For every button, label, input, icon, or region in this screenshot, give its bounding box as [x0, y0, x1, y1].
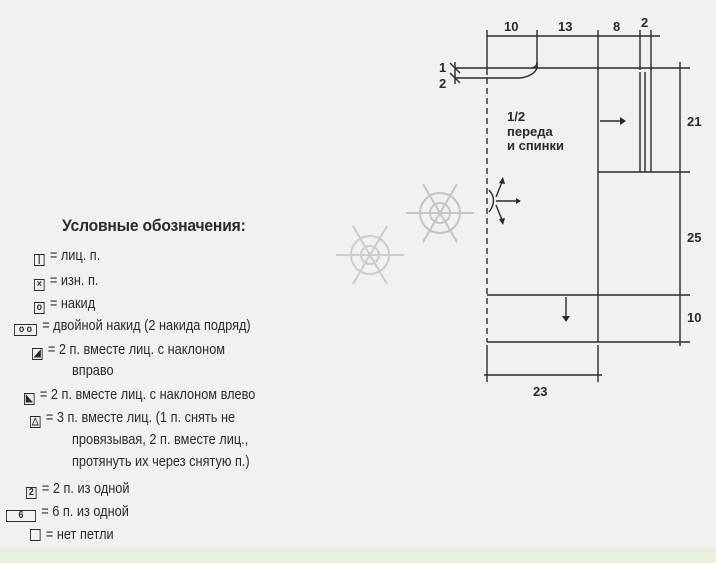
dim-right-2: 25 [687, 230, 702, 245]
knit-stitch-icon: | [34, 254, 45, 266]
piece-label-line1: 1/2 [507, 109, 526, 124]
mark-left-1: 1 [439, 60, 447, 75]
snowflake-icon [336, 226, 404, 284]
neckline [455, 62, 537, 68]
piece-label-line3: и спинки [507, 138, 565, 153]
dim-top-3: 8 [613, 19, 621, 34]
legend-item: △ = 3 п. вместе лиц. (1 п. снять не [31, 410, 236, 427]
dim-top-1: 10 [504, 19, 519, 34]
legend-item-continuation: вправо [72, 363, 114, 379]
piece-label-line2: переда [507, 124, 553, 139]
legend-item: × = изн. п. [34, 271, 98, 291]
legend-item: o o = двойной накид (2 накида подряд) [14, 316, 251, 336]
k3tog-icon: △ [31, 416, 39, 427]
double-yarn-over-icon: o o [14, 324, 37, 336]
k2tog-right-icon: ◢ [33, 348, 41, 359]
legend-item: | = лиц. п. [34, 246, 100, 266]
mark-left-2: 2 [439, 76, 447, 91]
legend-item: o = накид [34, 294, 95, 314]
dim-right-1: 21 [687, 114, 702, 129]
legend-item: 2 = 2 п. из одной [26, 479, 130, 499]
dim-right-3: 10 [687, 310, 702, 325]
legend-item-continuation: провязывая, 2 п. вместе лиц., [72, 432, 249, 448]
legend-item: = нет петли [30, 525, 114, 545]
purl-stitch-icon: × [34, 279, 45, 291]
k2tog-left-icon: ◣ [25, 393, 33, 404]
increase-2-icon: 2 [26, 487, 37, 499]
no-stitch-icon [30, 529, 41, 541]
legend-item: 6 = 6 п. из одной [6, 502, 129, 522]
legend-item: ◣ = 2 п. вместе лиц. с наклоном влево [25, 387, 256, 404]
dim-bottom: 23 [533, 384, 548, 399]
dim-top-4: 2 [641, 15, 649, 30]
dim-top-2: 13 [558, 19, 573, 34]
arrow-icon [489, 190, 494, 212]
increase-6-icon: 6 [6, 510, 36, 522]
legend-item: ◢ = 2 п. вместе лиц. с наклоном [33, 342, 226, 359]
legend-title: Условные обозначения: [62, 216, 246, 235]
snowflake-icon [406, 184, 474, 242]
legend-item-continuation: протянуть их через снятую п.) [72, 454, 250, 470]
yarn-over-icon: o [34, 302, 45, 314]
